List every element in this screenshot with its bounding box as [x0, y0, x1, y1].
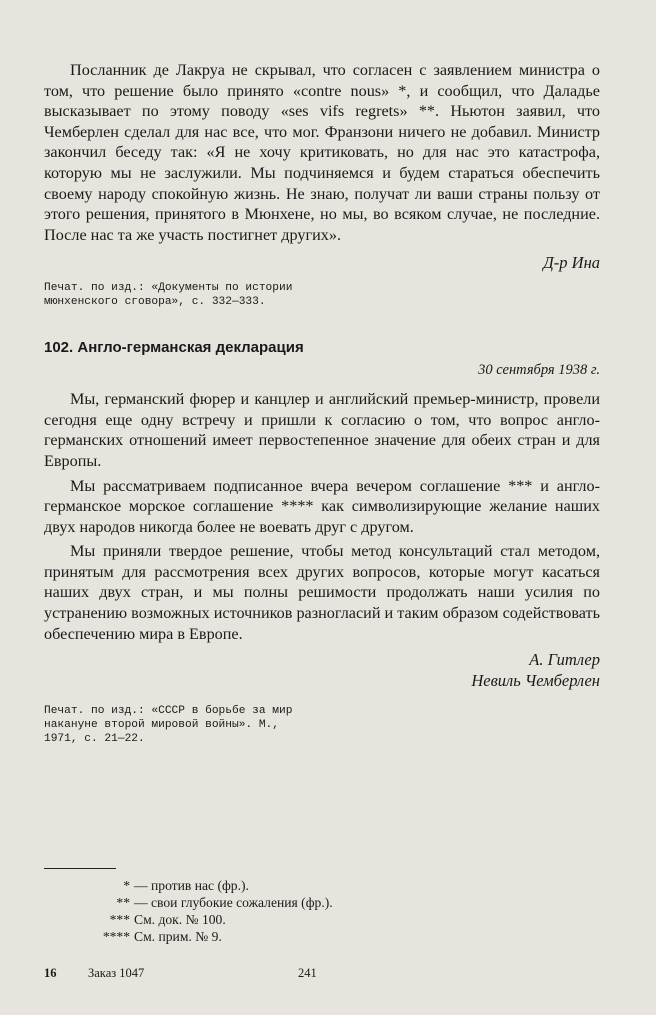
footnote-mark: ***	[109, 912, 130, 928]
footnote	[44, 911, 600, 928]
footnote-mark: ****	[102, 929, 130, 945]
signature-chamberlain: Невиль Чемберлен	[471, 670, 600, 690]
signature-mark: 16	[44, 966, 57, 980]
footnote-mark: **	[116, 895, 130, 911]
page-number: 241	[298, 966, 317, 980]
document-source-line: Печат. по изд.: «СССР в борьбе за мир	[44, 705, 293, 718]
document-source-line: 1971, с. 21—22.	[44, 732, 145, 745]
document-heading: 102. Англо-германская декларация	[44, 339, 304, 357]
document-paragraph: Мы рассматриваем подписанное вчера вечером соглашение *** и англо-германское морское соглашение **** как символизирующие желание наших двух народов никогда более не воевать друг с другом.	[44, 476, 600, 536]
signature-hitler: А. Гитлер	[529, 650, 600, 670]
document-paragraph: Мы приняли твердое решение, чтобы метод консультаций стал методом, принятым для рассмотрения всех других вопросов, которые могут касаться наших двух стран, и мы полны решимости продолжать наши усилия по устранению возможных источников разногласий и таким образом содействовать обеспечению мира в Европе.	[44, 542, 600, 643]
footnote	[44, 928, 600, 945]
document-source	[44, 705, 600, 746]
footnote-text: — свои глубокие сожаления (фр.).	[134, 895, 333, 911]
footnote-mark: *	[123, 878, 130, 894]
letter-source	[44, 282, 600, 309]
document-source-line: накануне второй мировой войны». М.,	[44, 719, 279, 732]
footnote-text: — против нас (фр.).	[134, 878, 249, 894]
document-body	[44, 389, 600, 644]
footnote-rule	[44, 868, 116, 869]
document-paragraph: Мы, германский фюрер и канцлер и английский премьер-министр, провели сегодня еще одну встречу и пришли к согласию о том, что вопрос англо-германских отношений имеет первостепенное значение для обеих стран и для Европы.	[44, 390, 600, 470]
letter-signature: Д-р Ина	[543, 253, 600, 273]
letter-paragraph: Посланник де Лакруа не скрывал, что согласен с заявлением министра о том, что решение было принято «contre nous» *, и сообщил, что Даладье высказывает по этому поводу «ses vifs regrets» **. Ньютон заявил, что Чемберлен сделал для нас все, что мог. Франзони ничего не добавил. Министр закончил беседу так: «Я не хочу критиковать, но для нас это катастрофа, которую мы не заслужили. Мы подчиняемся и будем стараться обеспечить своему народу спокойную жизнь. Не знаю, получат ли ваши страны пользу от этого решения, принятого в Мюнхене, но мы, во всяком случае, не последние. После нас та же участь постигнет других».	[44, 61, 600, 244]
footnotes	[44, 877, 600, 945]
footnote	[44, 877, 600, 894]
footnote-text: См. прим. № 9.	[134, 929, 222, 945]
footnote	[44, 894, 600, 911]
document-date: 30 сентября 1938 г.	[478, 362, 600, 379]
letter-source-line: Печат. по изд.: «Документы по истории	[44, 281, 293, 294]
page-content	[44, 60, 600, 945]
footnote-text: См. док. № 100.	[134, 912, 226, 928]
letter-source-line: мюнхенского сговора», с. 332—333.	[44, 295, 266, 308]
order-number: Заказ 1047	[88, 966, 145, 980]
